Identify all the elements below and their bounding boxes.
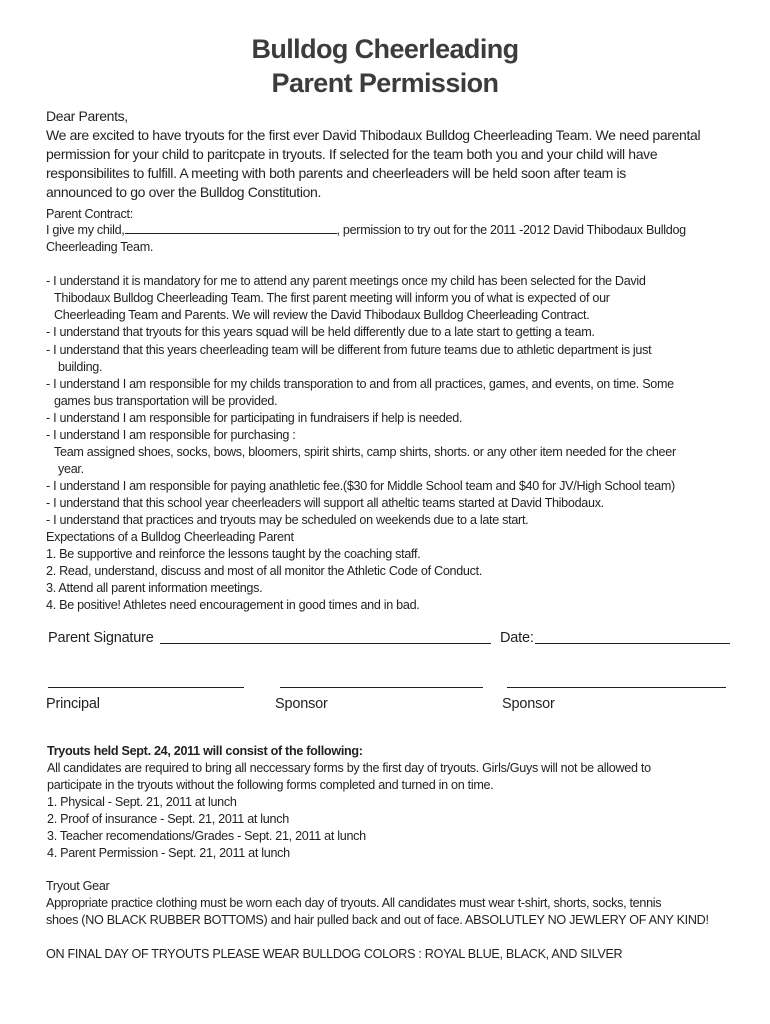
date-label: Date:: [500, 630, 534, 646]
letter-line: responsibilites to fulfill. A meeting with both parents and cheerleaders will be held soon after team is: [46, 165, 626, 181]
contract-item: - I understand it is mandatory for me to attend any parent meetings once my child has been selected for the David: [46, 274, 646, 288]
tryouts-intro: participate in the tryouts without the following forms completed and turned in on time.: [47, 778, 494, 792]
letter-line: We are excited to have tryouts for the first ever David Thibodaux Bulldog Cheerleading Team. We need parental: [46, 127, 701, 143]
tryouts-intro: All candidates are required to bring all neccessary forms by the first day of tryouts. Girls/Guys will not be allowed to: [47, 761, 651, 775]
tryouts-heading: Tryouts held Sept. 24, 2011 will consist of the following:: [47, 744, 363, 758]
contract-item: - I understand that this school year cheerleaders will support all atheltic teams started at David Thibodaux.: [46, 496, 604, 510]
final-day-note: ON FINAL DAY OF TRYOUTS PLEASE WEAR BULLDOG COLORS : ROYAL BLUE, BLACK, AND SILVER: [46, 947, 623, 961]
principal-label: Principal: [46, 696, 100, 712]
salutation: Dear Parents,: [46, 108, 128, 124]
tryout-form-item: 1. Physical - Sept. 21, 2011 at lunch: [47, 795, 237, 809]
gear-line: shoes (NO BLACK RUBBER BOTTOMS) and hair pulled back and out of face. ABSOLUTLEY NO JEWLERY OF ANY KIND!: [46, 913, 709, 927]
contract-item: Thibodaux Bulldog Cheerleading Team. The first parent meeting will inform you of what is expected of our: [54, 291, 610, 305]
sponsor-signature-field[interactable]: [280, 687, 483, 688]
sponsor-signature-field[interactable]: [507, 687, 726, 688]
contract-line: [46, 221, 686, 239]
page-title: Bulldog Cheerleading: [251, 34, 519, 64]
contract-item: - I understand I am responsible for paying anathletic fee.($30 for Middle School team and $40 for JV/High School team): [46, 479, 675, 493]
expectation-item: 3. Attend all parent information meetings.: [46, 581, 263, 595]
contract-item: - I understand that tryouts for this years squad will be held differently due to a late start to getting a team.: [46, 325, 595, 339]
letter-line: permission for your child to paritcpate in tryouts. If selected for the team both you and your child will have: [46, 146, 658, 162]
contract-item: games bus transportation will be provided.: [54, 394, 278, 408]
sponsor-label: Sponsor: [502, 696, 555, 712]
expectation-item: 4. Be positive! Athletes need encouragement in good times and in bad.: [46, 598, 420, 612]
gear-line: Appropriate practice clothing must be worn each day of tryouts. All candidates must wear t-shirt, shorts, socks, tennis: [46, 896, 662, 910]
parent-signature-field[interactable]: [160, 643, 491, 644]
parent-signature-label: Parent Signature: [48, 630, 154, 646]
contract-item: - I understand I am responsible for participating in fundraisers if help is needed.: [46, 411, 463, 425]
contract-item: - I understand I am responsible for purchasing :: [46, 428, 296, 442]
contract-item: Team assigned shoes, socks, bows, bloomers, spirit shirts, camp shirts, shorts. or any other item needed for the cheer: [54, 445, 676, 459]
tryout-form-item: 3. Teacher recomendations/Grades - Sept. 21, 2011 at lunch: [47, 829, 366, 843]
contract-item: Cheerleading Team and Parents. We will review the David Thibodaux Bulldog Cheerleading Contract.: [54, 308, 590, 322]
contract-suffix: , permission to try out for the 2011 -2012 David Thibodaux Bulldog: [336, 223, 686, 237]
contract-item: - I understand that this years cheerleading team will be different from future teams due to athletic department is just: [46, 343, 652, 357]
contract-item: building.: [58, 360, 103, 374]
contract-item: year.: [58, 462, 84, 476]
expectation-item: 1. Be supportive and reinforce the lessons taught by the coaching staff.: [46, 547, 421, 561]
child-name-field[interactable]: [125, 221, 337, 234]
expectations-heading: Expectations of a Bulldog Cheerleading Parent: [46, 530, 294, 544]
contract-prefix: I give my child,: [46, 223, 125, 237]
tryout-form-item: 2. Proof of insurance - Sept. 21, 2011 at lunch: [47, 812, 289, 826]
contract-line: Cheerleading Team.: [46, 240, 154, 254]
page-subtitle: Parent Permission: [271, 68, 499, 98]
contract-item: - I understand that practices and tryouts may be scheduled on weekends due to a late start.: [46, 513, 529, 527]
tryout-form-item: 4. Parent Permission - Sept. 21, 2011 at lunch: [47, 846, 290, 860]
contract-item: - I understand I am responsible for my childs transporation to and from all practices, games, and events, on time. Some: [46, 377, 674, 391]
contract-heading: Parent Contract:: [46, 207, 133, 221]
sponsor-label: Sponsor: [275, 696, 328, 712]
principal-signature-field[interactable]: [48, 687, 244, 688]
date-field[interactable]: [535, 643, 730, 644]
expectation-item: 2. Read, understand, discuss and most of all monitor the Athletic Code of Conduct.: [46, 564, 483, 578]
gear-heading: Tryout Gear: [46, 879, 110, 893]
letter-line: announced to go over the Bulldog Constitution.: [46, 184, 321, 200]
